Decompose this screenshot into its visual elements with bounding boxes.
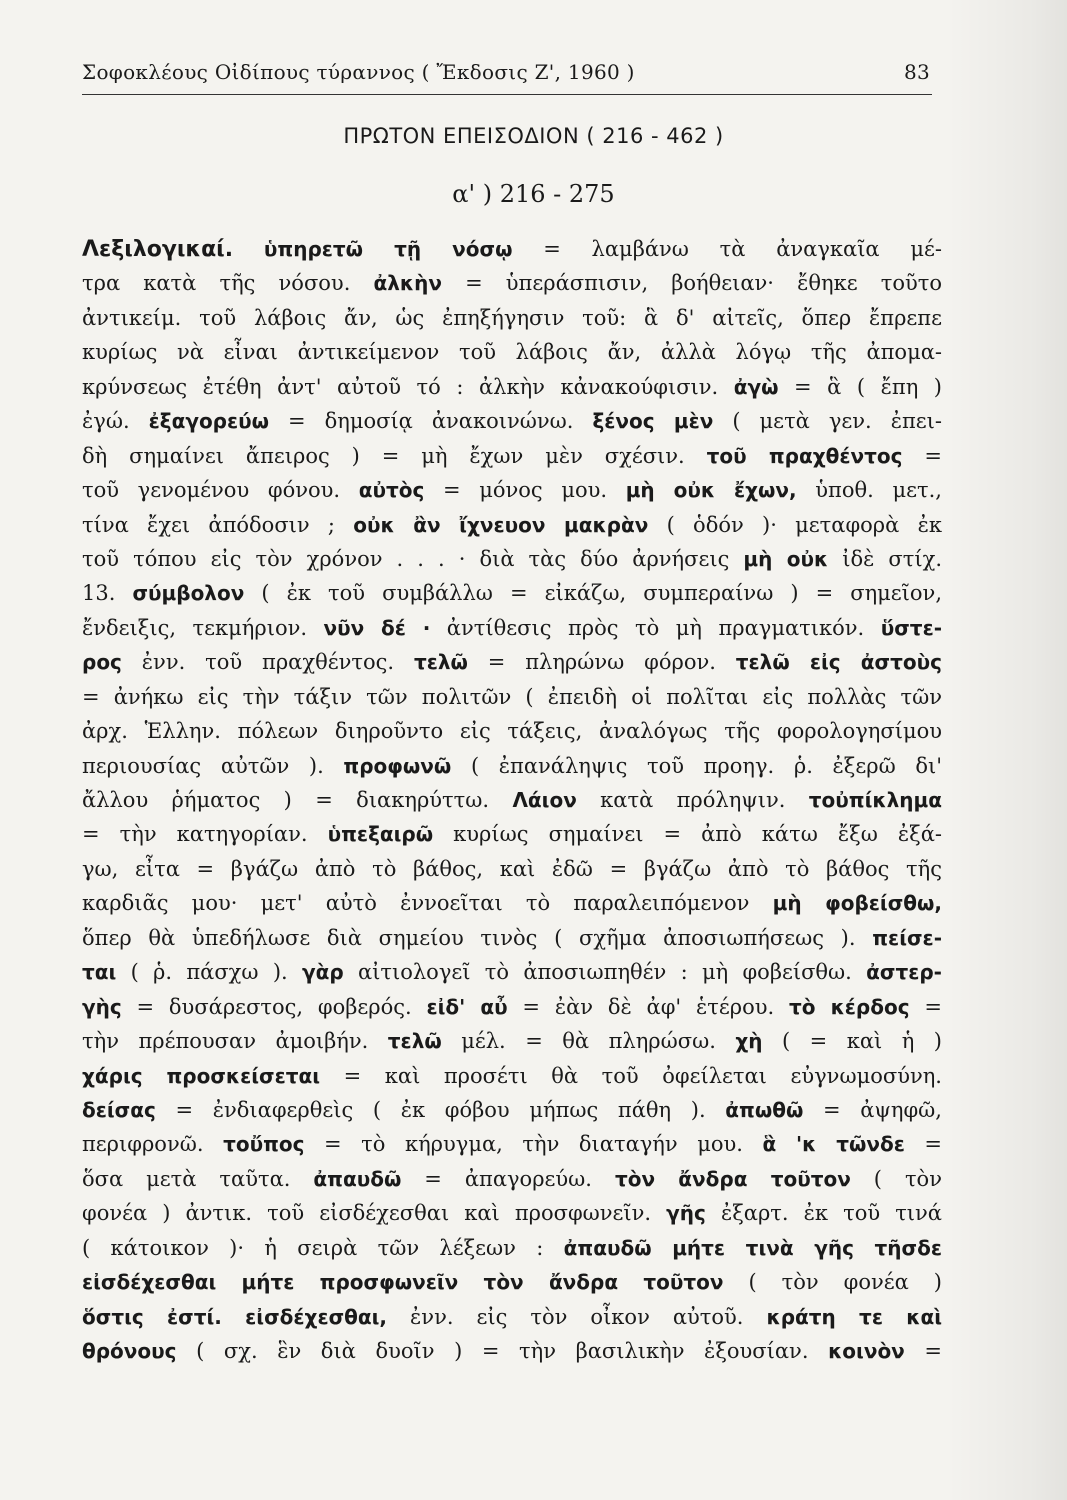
- gloss-text: αἰτιολογεῖ τὸ ἀποσιωπηθέν : μὴ φοβείσθω.: [343, 960, 867, 985]
- gloss-text: τρα κατὰ τῆς νόσου.: [82, 271, 374, 296]
- text-line: [82, 1093, 942, 1127]
- bold-term: πείσε-: [872, 925, 942, 950]
- bold-term: ξένος μὲν: [592, 409, 714, 434]
- bold-term: τελῶ: [413, 650, 468, 675]
- header-title: Σοφοκλέους Οἰδίπους τύραννος ( Ἔκδοσις Ζ', 1960 ): [82, 60, 635, 84]
- text-line: [82, 749, 942, 783]
- gloss-text: ἀντικείμ. τοῦ λάβοις ἄν, ὡς ἐπηξήγησιν τοῦ: ἃ δ' αἰτεῖς, ὅπερ ἔπρεπε: [82, 305, 942, 330]
- gloss-text: = ἐνδιαφερθεὶς ( ἐκ φόβου μήπως πάθη ).: [155, 1097, 726, 1122]
- bold-term: κοινὸν: [828, 1339, 905, 1363]
- text-line: [82, 611, 942, 645]
- gloss-text: ἐνν. εἰς τὸν οἶκον αὐτοῦ.: [387, 1304, 767, 1329]
- gloss-text: κρύνσεως ἐτέθη ἀντ' αὐτοῦ τό : ἀλκὴν κἀνακούφισιν.: [82, 374, 734, 399]
- bold-term: θρόνους: [82, 1339, 177, 1363]
- bold-term: τοῦ πραχθέντος: [706, 443, 903, 468]
- bold-term: νῦν δέ ·: [323, 615, 431, 640]
- text-line: [82, 886, 942, 920]
- bold-term: κράτη τε καὶ: [766, 1304, 942, 1329]
- gloss-text: ( ἐπανάληψις τοῦ προηγ. ῥ. ἐξερῶ δι': [451, 753, 942, 778]
- gloss-text: ἐγώ.: [82, 409, 149, 434]
- gloss-text: = ὑπεράσπισιν, βοήθειαν· ἔθηκε τοῦτο: [441, 271, 942, 296]
- bold-term: ἀλκὴν: [373, 271, 442, 296]
- bold-term: τελῶ εἰς ἀστοὺς: [735, 650, 942, 675]
- gloss-text: = μόνος μου.: [424, 478, 626, 503]
- bold-term: ἃ 'κ τῶνδε: [762, 1132, 905, 1157]
- gloss-text: περιουσίας αὐτῶν ).: [82, 753, 344, 778]
- text-line: [82, 1300, 942, 1334]
- gloss-text: = δημοσίᾳ ἀνακοινώνω.: [269, 409, 593, 434]
- bold-term: ἀγὼ: [733, 374, 779, 399]
- text-line: [82, 576, 942, 610]
- bold-term: Λεξιλογικαί.: [82, 237, 234, 262]
- gloss-text: = δυσάρεστος, φοβερός.: [121, 994, 427, 1019]
- gloss-text: = τὴν κατηγορίαν.: [82, 822, 328, 847]
- text-line: [82, 680, 942, 714]
- text-line: [82, 1059, 942, 1093]
- section-title: ΠΡΩΤΟΝ ΕΠΕΙΣΟΔΙΟΝ ( 216 - 462 ): [343, 124, 724, 148]
- gloss-text: φονέα ) ἀντικ. τοῦ εἰσδέχεσθαι καὶ προσφωνεῖν.: [82, 1201, 667, 1226]
- gloss-text: τὴν πρέπουσαν ἀμοιβήν.: [82, 1029, 388, 1054]
- bold-term: γὴς: [82, 994, 122, 1019]
- bold-term: τοὐπίκλημα: [808, 788, 942, 812]
- bold-term: μὴ οὐκ: [743, 546, 829, 571]
- text-line: [82, 1162, 942, 1196]
- bold-term: μὴ οὐκ ἔχων,: [625, 478, 797, 503]
- bold-term: αὐτὸς: [358, 478, 425, 503]
- bold-term: ἐξαγορεύω: [148, 409, 270, 434]
- gloss-text: [233, 237, 264, 261]
- bold-term: ρος: [82, 650, 122, 675]
- gloss-text: ὑποθ. μετ.,: [796, 478, 942, 503]
- text-line: [82, 645, 942, 679]
- text-line: [82, 852, 942, 886]
- text-line: [82, 1127, 942, 1161]
- bold-term: ἀπαυδῶ μήτε τινὰ γῆς τῆσδε: [563, 1235, 942, 1260]
- gloss-text: κυρίως νὰ εἶναι ἀντικείμενον τοῦ λάβοις ἄν, ἀλλὰ λόγῳ τῆς ἀπομα-: [82, 340, 942, 365]
- bold-term: ἀστερ-: [866, 960, 942, 985]
- text-line: [82, 1196, 942, 1230]
- bold-term: προφωνῶ: [343, 753, 452, 778]
- text-line: [82, 266, 942, 300]
- gloss-text: τοῦ γενομένου φόνου.: [82, 478, 359, 503]
- gloss-text: = ἃ ( ἔπη ): [778, 374, 943, 399]
- text-line: [82, 1334, 942, 1368]
- gloss-text: = ἐὰν δὲ ἀφ' ἑτέρου.: [507, 994, 789, 1019]
- gloss-text: ἀντίθεσις πρὸς τὸ μὴ πραγματικόν.: [430, 615, 881, 640]
- bold-term: γὰρ: [301, 960, 344, 985]
- gloss-text: ὅπερ θὰ ὑπεδήλωσε διὰ σημείου τινὸς ( σχῆμα ἀποσιωπήσεως ).: [82, 925, 873, 950]
- gloss-text: ( ῥ. πάσχω ).: [116, 960, 302, 985]
- bold-term: τὸν ἄνδρα τοῦτον: [614, 1166, 851, 1191]
- bold-term: οὐκ ἂν ἴχνευον μακρὰν: [353, 512, 649, 537]
- bold-term: χάρις προσκείσεται: [82, 1063, 321, 1088]
- text-line: [82, 921, 942, 955]
- gloss-text: ( ἐκ τοῦ συμβάλλω = εἰκάζω, συμπεραίνω ) = σημεῖον,: [244, 581, 943, 606]
- gloss-text: περιφρονῶ.: [82, 1132, 224, 1157]
- gloss-text: ( μετὰ γεν. ἐπει-: [713, 409, 942, 434]
- gloss-text: =: [904, 1339, 942, 1363]
- text-line: [82, 714, 942, 748]
- bold-term: τελῶ: [387, 1029, 442, 1054]
- bold-term: Λάιον: [512, 788, 577, 812]
- bold-term: ἀπωθῶ: [725, 1097, 804, 1122]
- gloss-text: ( τὸν φονέα ): [723, 1270, 943, 1295]
- gloss-text: = πληρώνω φόρον.: [467, 650, 736, 675]
- bold-term: ἀπαυδῶ: [313, 1166, 402, 1191]
- gloss-text: =: [904, 1132, 942, 1157]
- gloss-text: =: [902, 443, 942, 468]
- gloss-text: 13.: [82, 581, 133, 606]
- gloss-text: ( κάτοικον )· ἡ σειρὰ τῶν λέξεων :: [82, 1235, 564, 1260]
- running-header: [82, 60, 932, 92]
- bold-term: ὑπεξαιρῶ: [327, 822, 434, 847]
- text-line: [82, 817, 942, 851]
- gloss-text: μέλ. = θὰ πληρώσω.: [441, 1029, 736, 1054]
- bold-term: σύμβολον: [132, 581, 245, 606]
- gloss-text: ἄλλου ῥήματος ) = διακηρύττω.: [82, 788, 513, 812]
- gloss-text: κατὰ πρόληψιν.: [576, 788, 809, 812]
- text-line: [82, 1231, 942, 1265]
- page-number: 83: [903, 60, 930, 84]
- bold-term: τὸ κέρδος: [789, 994, 910, 1019]
- gloss-text: τοῦ τόπου εἰς τὸν χρόνον . . . · διὰ τὰς δύο ἀρνήσεις: [82, 546, 744, 571]
- text-line: [82, 1265, 942, 1299]
- text-line: [82, 990, 942, 1024]
- bold-term: εἰσδέχεσθαι μήτε προσφωνεῖν τὸν ἄνδρα τοῦτον: [82, 1270, 724, 1295]
- text-line: [82, 439, 942, 473]
- bold-term: ὅστις ἐστί. εἰσδέχεσθαι,: [82, 1304, 388, 1329]
- gloss-text: ( = καὶ ἡ ): [762, 1029, 942, 1054]
- text-line: [82, 370, 942, 404]
- gloss-text: =: [909, 994, 942, 1019]
- text-line: [82, 955, 942, 989]
- text-line: [82, 473, 942, 507]
- text-line: [82, 301, 942, 335]
- page-edge-shadow: [947, 0, 1067, 1500]
- gloss-text: ἐξαρτ. ἐκ τοῦ τινά: [705, 1201, 942, 1226]
- bold-term: μὴ φοβείσθω,: [772, 891, 942, 916]
- gloss-text: κυρίως σημαίνει = ἀπὸ κάτω ἔξω ἐξά-: [433, 822, 942, 847]
- gloss-text: ἔνδειξις, τεκμήριον.: [82, 615, 324, 640]
- bold-term: τοὔπος: [223, 1132, 305, 1157]
- bold-term: ὑπηρετῶ τῇ νόσῳ: [263, 237, 513, 261]
- bold-term: εἰδ' αὖ: [426, 994, 508, 1019]
- gloss-text: τίνα ἔχει ἀπόδοσιν ;: [82, 512, 354, 537]
- gloss-text: ὅσα μετὰ ταῦτα.: [82, 1166, 314, 1191]
- gloss-text: = λαμβάνω τὰ ἀναγκαῖα μέ-: [512, 237, 942, 261]
- gloss-text: ( τὸν: [850, 1166, 942, 1191]
- bold-term: ται: [82, 960, 117, 985]
- bold-term: δείσας: [82, 1097, 156, 1122]
- gloss-text: = ἀνήκω εἰς τὴν τάξιν τῶν πολιτῶν ( ἐπειδὴ οἱ πολῖται εἰς πολλὰς τῶν: [82, 684, 942, 709]
- gloss-text: καρδιᾶς μου· μετ' αὐτὸ ἐννοεῖται τὸ παραλειπόμενον: [82, 891, 773, 916]
- gloss-text: = τὸ κήρυγμα, τὴν διαταγήν μου.: [304, 1132, 763, 1157]
- bold-term: χὴ: [735, 1029, 763, 1054]
- subsection-title: α' ) 216 - 275: [452, 180, 615, 208]
- gloss-text: ἀρχ. Ἑλλην. πόλεων διηροῦντο εἰς τάξεις, ἀναλόγως τῆς φορολογησίμου: [82, 719, 942, 744]
- text-line: [82, 335, 942, 369]
- text-line: [82, 232, 942, 266]
- body-text: [82, 232, 942, 1368]
- gloss-text: = καὶ προσέτι θὰ τοῦ ὀφείλεται εὐγνωμοσύνη.: [320, 1063, 942, 1088]
- text-line: [82, 783, 942, 817]
- bold-term: γῆς: [666, 1201, 706, 1226]
- header-rule: [82, 94, 932, 95]
- text-line: [82, 1024, 942, 1058]
- text-line: [82, 404, 942, 438]
- bold-term: ὕστε-: [880, 615, 942, 640]
- text-line: [82, 542, 942, 576]
- gloss-text: δὴ σημαίνει ἄπειρος ) = μὴ ἔχων μὲν σχέσιν.: [82, 443, 707, 468]
- gloss-text: ἰδὲ στίχ.: [828, 546, 942, 571]
- gloss-text: ( σχ. ἓν διὰ δυοῖν ) = τὴν βασιλικὴν ἐξουσίαν.: [176, 1339, 829, 1363]
- gloss-text: ( ὁδόν )· μεταφορὰ ἐκ: [648, 512, 942, 537]
- gloss-text: ἐνν. τοῦ πραχθέντος.: [121, 650, 414, 675]
- gloss-text: = ἀπαγορεύω.: [401, 1166, 615, 1191]
- gloss-text: γω, εἶτα = βγάζω ἀπὸ τὸ βάθος, καὶ ἐδῶ = βγάζω ἀπὸ τὸ βάθος τῆς: [82, 856, 942, 881]
- text-line: [82, 508, 942, 542]
- gloss-text: = ἀψηφῶ,: [803, 1097, 942, 1122]
